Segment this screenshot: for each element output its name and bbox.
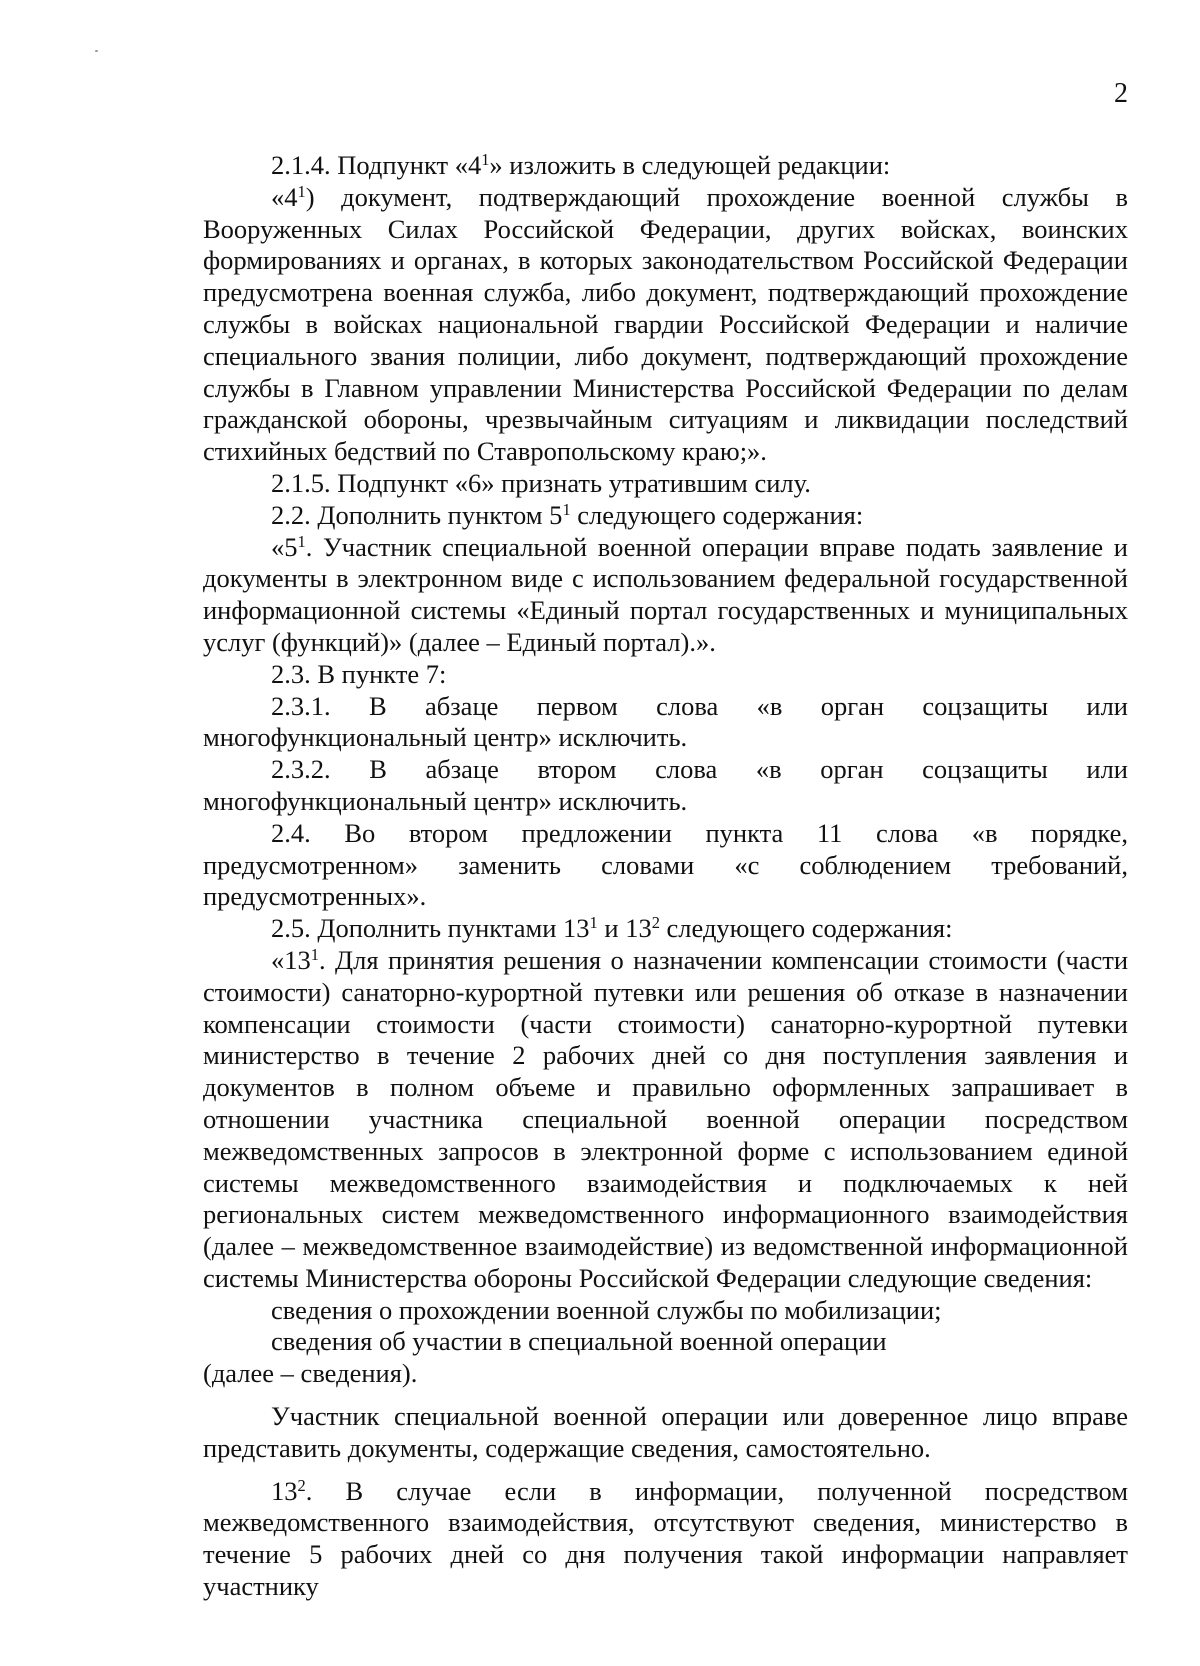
text-run: и 13	[597, 913, 652, 944]
paragraph-p11	[203, 945, 1128, 1295]
paragraph-p3	[203, 468, 1128, 500]
text-run: Участник специальной военной операции или доверенное лицо вправе представить документы, содержащие сведения, самостоятельно.	[203, 1401, 1128, 1463]
superscript: 2	[297, 1475, 306, 1495]
paragraph-p5	[203, 532, 1128, 659]
text-run: (далее – сведения).	[203, 1358, 418, 1389]
text-run: . В случае если в информации, полученной посредством межведомственного взаимодействия, отсутствуют сведения, министерство в течение 5 рабочих дней со дня получения такой информации направляет участнику	[203, 1475, 1128, 1602]
paragraph-p4	[203, 500, 1128, 532]
superscript: 1	[310, 944, 319, 964]
paragraph-p12	[203, 1295, 1128, 1327]
superscript: 1	[562, 499, 571, 519]
text-run: ) документ, подтверждающий прохождение военной службы в Вооруженных Силах Российской Федерации, других войсках, воинских формированиях и органах, в которых законодательством Российской Федерации предусмотрена военная служба, либо документ, подтверждающий прохождение службы в войсках национальной гвардии Российской Федерации и наличие специального звания полиции, либо документ, подтверждающий прохождение службы в Главном управлении Министерства Российской Федерации по делам гражданской обороны, чрезвычайным ситуациям и ликвидации последствий стихийных бедствий по Ставропольскому краю;».	[203, 181, 1128, 467]
text-run: 2.3.1. В абзаце первом слова «в орган соцзащиты или многофункциональный центр» исключить.	[203, 690, 1128, 753]
paragraph-p9	[203, 818, 1128, 913]
paragraph-p14	[203, 1358, 1128, 1390]
paragraph-p6	[203, 659, 1128, 691]
paragraph-p10	[203, 913, 1128, 945]
paragraph-p1	[203, 150, 1128, 182]
text-run: «5	[271, 531, 298, 562]
text-run: «4	[271, 181, 298, 212]
page-number: 2	[1114, 78, 1128, 109]
text-run: . Участник специальной военной операции вправе подать заявление и документы в электронном виде с использованием федеральной государственной информационной системы «Единый портал государственных и муниципальных услуг (функций)» (далее – Единый портал).».	[203, 531, 1128, 657]
text-run: сведения об участии в специальной военной операции	[271, 1326, 887, 1357]
superscript: 1	[481, 149, 490, 169]
paragraph-p16	[203, 1476, 1128, 1603]
text-run: . Для принятия решения о назначении компенсации стоимости (части стоимости) санаторно-курортной путевки или решения об отказе в назначении компенсации стоимости (части стоимости) санаторно-курортной путевки министерство в течение 2 рабочих дней со дня поступления заявления и документов в полном объеме и правильно оформленных запрашивает в отношении участника специальной военной операции посредством межведомственных запросов в электронной форме с использованием единой системы межведомственного взаимодействия и подключаемых к ней региональных систем межведомственного информационного взаимодействия (далее – межведомственное взаимодействие) из ведомственной информационной системы Министерства обороны Российской Федерации следующие сведения:	[203, 944, 1128, 1293]
paragraph-p7	[203, 691, 1128, 755]
text-run: 2.2. Дополнить пунктом 5	[271, 499, 563, 530]
paragraph-p13	[203, 1326, 1128, 1358]
text-run: «13	[271, 944, 311, 975]
paragraph-p8	[203, 754, 1128, 818]
superscript: 1	[297, 531, 306, 551]
text-run: 2.1.4. Подпункт «4	[271, 150, 482, 180]
text-run: сведения о прохождении военной службы по мобилизации;	[271, 1294, 942, 1325]
text-run: 2.3. В пункте 7:	[271, 658, 447, 689]
document-body	[203, 150, 1128, 1603]
paragraph-p2	[203, 182, 1128, 468]
superscript: 1	[297, 181, 306, 201]
text-run: 2.1.5. Подпункт «6» признать утратившим силу.	[271, 467, 811, 498]
superscript: 2	[651, 913, 660, 933]
paragraph-p15	[203, 1401, 1128, 1465]
text-run: » изложить в следующей редакции:	[489, 150, 891, 180]
text-run: следующего содержания:	[570, 499, 864, 530]
text-run: 2.5. Дополнить пунктами 13	[271, 913, 590, 944]
text-run: 2.3.2. В абзаце втором слова «в орган соцзащиты или многофункциональный центр» исключить.	[203, 754, 1128, 816]
text-run: 2.4. Во втором предложении пункта 11 слова «в порядке, предусмотренном» заменить словами «с соблюдением требований, предусмотренных».	[203, 817, 1128, 912]
scan-speck	[95, 50, 98, 52]
text-run: следующего содержания:	[659, 913, 953, 944]
text-run: 13	[271, 1475, 298, 1506]
superscript: 1	[589, 913, 598, 933]
